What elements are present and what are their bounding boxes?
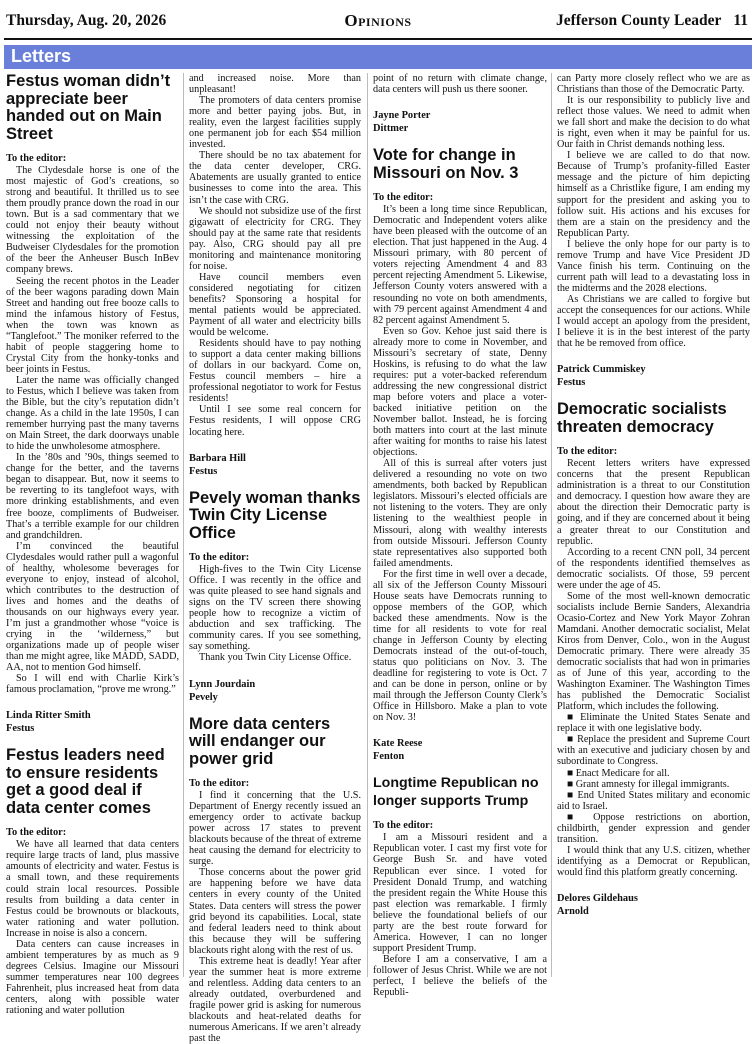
column-3 — [373, 73, 547, 999]
paragraph: Data centers can cause increases in ambient temperatures by as much as 9 degrees Celsius. Imagine our Missouri summer temperatures near 100 degrees Fahrenheit, plus increased heat from data centers, along with possible water rationing and water pollution — [6, 938, 179, 1017]
author-town: Pevely — [189, 691, 218, 703]
paper-name-and-page — [556, 12, 748, 30]
paragraph: There should be no tax abatement for the data center developer, CRG. Abatements are usually granted to entice businesses to come into the area. This isn’t the case with CRG. — [189, 150, 361, 206]
letter-headline: Pevely woman thanks Twin City License Office — [189, 488, 361, 542]
author-town: Festus — [6, 723, 35, 735]
column-2 — [189, 73, 361, 1044]
author-name: Barbara Hill — [189, 452, 246, 464]
paragraph: Those concerns about the power grid are happening before we have data centers in every county of the United States. Data centers will stress the power grid beyond its capabilities. Local, state and federal leaders need to think about this because they will be suffering blackouts right along with the rest of us. — [189, 867, 361, 956]
salutation: To the editor: — [373, 820, 434, 832]
paragraph: point of no return with climate change, data centers will push us there sooner. — [373, 73, 547, 96]
page-number: 11 — [733, 12, 748, 29]
paragraph: Later the name was officially changed to Festus, which I believe was taken from the Bible, but the city’s reputation didn’t change. As a child in the late 1950s, I can remember hurrying past the many taverns on Main Street, the dark doorways unable to hide the unwholesome atmosphere. — [6, 374, 179, 453]
column-4 — [557, 73, 750, 977]
paragraph: I believe we are called to do that now. Because of Trump’s profanity-filled Easter message and the picture of him depicting himself as a Christlike figure, I am ending my support for the president and asking you to follow suit. His actions and his excuses for them are a stain on the presidency and the Republican Party. — [557, 150, 750, 239]
paragraph: In the ’80s and ’90s, things seemed to change for the better, and the taverns began to disappear. But, now it seems to be reverting to its tanglefoot ways, with more drinking establishments, and even free booze, compliments of Budweiser. That’s a terrible example for our children and grandchildren. — [6, 452, 179, 541]
bullet-item: ■ Grant amnesty for illegal immigrants. — [567, 778, 730, 790]
column-divider — [367, 73, 368, 977]
paragraph: Have council members even considered negotiating for citizen benefits? Sponsoring a hospital for mental patients would be appreciated. Payment of all water and electricity bills would be welcome. — [189, 271, 361, 339]
salutation: To the editor: — [6, 153, 67, 164]
paragraph: We have all learned that data centers require large tracts of land, plus massive amounts of electricity and water. Festus is a small town, and these requirements could strain local resources. Possible results from building a data center in Festus could be brownouts or blackouts, water rationing and water pollution. Increase in noise is also a concern. — [6, 839, 179, 939]
letter-headline: More data centers will endanger our power grid — [189, 714, 331, 768]
salutation: To the editor: — [373, 192, 434, 204]
author-town: Festus — [189, 465, 218, 477]
author-name: Kate Reese — [373, 738, 423, 750]
paragraph: Some of the most well-known democratic socialists include Bernie Sanders, Alexandria Ocasio-Cortez and New York Mayor Zohran Mamdani. Another democratic socialist, Melat Kiros from Denver, Colo., won in the August Democratic primary. There were already 35 democratic socialists that had won in primaries as of June of this year, according to the Washington Examiner. The Washington Times has published the Democratic Socialist Platform, which includes the following. — [557, 590, 750, 713]
paragraph: For the first time in well over a decade, all six of the Jefferson County Missouri House seats have Democrats running to oppose members of the GOP, which backed these amendments. Now is the time for all residents to vote for real change in Jefferson County by electing Democrats instead of the out-of-touch, status quo politicians on Nov. 3. The deadline for registering to vote is Oct. 7 and can be done in person, online or by mail through the Jefferson County Clerk’s Office in Hillsboro. Make a plan to vote on Nov. 3! — [373, 568, 547, 724]
bullet-item: ■ Eliminate the United States Senate and replace it with one legislative body. — [557, 712, 750, 735]
bullet-item: ■ Enact Medicare for all. — [567, 767, 670, 779]
paragraph: Recent letters writers have expressed concerns that the present Republican administration is a threat to our Constitution and democracy. I question how aware they are about the direction their Democratic party is going, and if they are concerned about it being a greater threat to our Constitution and republic. — [557, 458, 750, 547]
author-name: Lynn Jourdain — [189, 678, 256, 690]
paragraph: High-fives to the Twin City License Office. I was recently in the office and was quite pleased to see hand signals and signs on the TV screen there showing people how to recognize a victim of abduction and sex trafficking. The community cares. If you see something, say something. — [189, 564, 361, 653]
paragraph: I am a Missouri resident and a Republican voter. I cast my first vote for George Bush Sr. and have voted Republican ever since. I voted for President Donald Trump, and watching the president regain the White House this past election was remarkable. I firmly believe the foundational beliefs of our party are the best route forward for America. However, I can no longer support President Trump. — [373, 832, 547, 954]
paragraph: and increased noise. More than unpleasant! — [189, 73, 361, 96]
column-1 — [6, 72, 179, 1017]
author-town: Arnold — [557, 906, 589, 917]
paragraph: It’s been a long time since Republican, Democratic and Independent voters alike have been pleased with the outcome of an election. That just happened in the Aug. 4 Missouri primary, with 80 percent of voters rejecting Amendment 4 and 83 percent rejecting Amendment 5. Likewise, Jefferson County voters answered with a resounding no vote on both amendments, with 79 percent against Amendment 4 and 82 percent against Amendment 5. — [373, 204, 547, 326]
author-town: Fenton — [373, 751, 405, 763]
paragraph: As Christians we are called to forgive but accept the consequences for our actions. While I would accept an apology from the president, I believe it is in the best interest of the party that he be removed from office. — [557, 293, 750, 350]
paragraph: I would think that any U.S. citizen, whether identifying as a Democrat or Republican, would find this platform greatly concerning. — [557, 844, 750, 878]
bullet-item: ■ Replace the president and Supreme Court with an executive and judiciary chosen by and subordinate to Congress. — [557, 734, 750, 768]
author-name: Delores Gildehaus — [557, 893, 638, 904]
paragraph: can Party more closely reflect who we are as Christians than those of the Democratic Party. — [557, 73, 750, 96]
author-name: Patrick Cummiskey — [557, 364, 646, 376]
issue-date: Thursday, Aug. 20, 2026 — [6, 12, 167, 29]
paragraph: I’m convinced the beautiful Clydesdales would rather pull a wagonful of healthy, wholesome beverages for everyone to enjoy, instead of alcohol, which contributes to the destruction of lives and homes and the deaths of thousands on our highways every year. I’m just a grandmother whose “voice is crying in the ‘wilderness,” but organizations made up of people wiser than me might agree, like MADD, SADD, AA, not to mention God himself. — [6, 540, 179, 674]
letter-headline: Longtime Republican no longer supports Trump — [373, 775, 539, 809]
paragraph: Residents should have to pay nothing to support a data center making billions of dollars in our backyard. Come on, Festus council members – hire a professional negotiator to work for Festus residents! — [189, 338, 361, 405]
column-divider — [183, 73, 184, 977]
section-name: Opinions — [344, 11, 412, 30]
paragraph: Until I see some real concern for Festus residents, I will oppose CRG locating here. — [189, 404, 361, 438]
letter-headline: Vote for change in Missouri on Nov. 3 — [373, 146, 519, 182]
salutation: To the editor: — [557, 446, 618, 458]
paragraph: This extreme heat is deadly! Year after year the summer heat is more extreme and relentless. Adding data centers to an already outdated, overburdened and fragile power grid is asking for numerous blackouts and heat-related deaths for numerous Americans. If we aren’t already past the — [189, 955, 361, 1044]
paper-name: Jefferson County Leader — [556, 12, 722, 29]
column-divider — [551, 73, 552, 977]
bullet-item: ■ End United States military and economic aid to Israel. — [557, 789, 750, 812]
letter-headline: Festus woman didn’t appreciate beer handed out on Main Street — [6, 72, 171, 143]
salutation: To the editor: — [189, 552, 250, 564]
paragraph: The promoters of data centers promise more and better paying jobs. But, in reality, even the largest facilities supply one permanent job for each $54 million invested. — [189, 95, 361, 151]
header-rule — [4, 38, 752, 40]
paragraph: All of this is surreal after voters just delivered a resounding no vote on two amendments, both backed by Republican legislators. Missouri’s elected officials are not listening to the voters. They are only listening to the wealthiest people in Missouri, along with wealthy interests from outside Missouri. Jefferson County state representatives also supported both failed amendments. — [373, 458, 547, 569]
paragraph: The Clydesdale horse is one of the most majestic of God’s creations, so strong and beautiful. It thrilled us to see them proudly prance down the road in our town. But is a sad commentary that we could not enjoy their beauty without witnessing the exploitation of the Budweiser Clydesdales for the promotion of the beer the Anheuser Busch InBev company brews. — [6, 165, 179, 276]
paragraph: I believe the only hope for our party is to remove Trump and have Vice President JD Vance finish his term. Continuing on the current path will lead to a devastating loss in the midterms and the 2028 elections. — [557, 238, 750, 294]
author-town: Dittmer — [373, 123, 409, 135]
author-town: Festus — [557, 377, 586, 389]
author-name: Linda Ritter Smith — [6, 710, 91, 722]
paragraph: Seeing the recent photos in the Leader of the beer wagons parading down Main Street and handing out free booze calls to mind the infamous history of Festus, when the town was known as “Tanglefoot.” The moniker referred to the habit of people staggering home to Crystal City from the honky-tonks and beer joints in Festus. — [6, 275, 179, 375]
letter-headline: Festus leaders need to ensure residents get a good deal if data center comes — [6, 746, 165, 817]
paragraph: We should not subsidize use of the first gigawatt of electricity for CRG. They should pay at the same rate that residents pay. Also, CRG should pay all pre monitoring and maintenance monitoring for noise. — [189, 205, 361, 272]
paragraph: I find it concerning that the U.S. Department of Energy recently issued an emergency order to activate backup power across 17 states to prevent blackouts because of the threat of extreme heat causing the demand for electricity to surge. — [189, 790, 361, 868]
bullet-item: ■ Oppose restrictions on abortion, childbirth, gender expression and gender transition. — [557, 811, 750, 845]
paragraph: Before I am a conservative, I am a follower of Jesus Christ. While we are not perfect, I believe the beliefs of the Republi- — [373, 953, 547, 999]
letters-banner-label: Letters — [11, 46, 72, 66]
letters-banner — [4, 45, 752, 69]
letter-headline: Democratic socialists threaten democracy — [557, 400, 727, 436]
paragraph: Even so Gov. Kehoe just said there is already more to come in November, and Missouri’s secretary of state, Denny Hoskins, is refusing to do what the law requires: put a voter-backed referendum addressing the new congressional district map before voters and place a voter-backed initiative petition on the November ballot. Instead, he is forcing both matters into court at the last minute after waiting for months to raise his latest objections. — [373, 325, 547, 459]
paragraph: It is our responsibility to publicly live and reflect those values. We need to admit when we fall short and make the decision to do what is right, even when it may be painful for us. Our faith in Christ demands nothing less. — [557, 95, 750, 151]
salutation: To the editor: — [6, 827, 67, 839]
page-header — [0, 0, 756, 42]
paragraph: Thank you Twin City License Office. — [199, 652, 352, 664]
salutation: To the editor: — [189, 778, 250, 790]
paragraph: According to a recent CNN poll, 34 percent of the respondents identified themselves as democratic socialists. Of those, 59 percent were under the age of 45. — [557, 546, 750, 591]
paragraph: So I will end with Charlie Kirk’s famous proclamation, “prove me wrong.” — [6, 673, 179, 696]
author-name: Jayne Porter — [373, 110, 431, 122]
